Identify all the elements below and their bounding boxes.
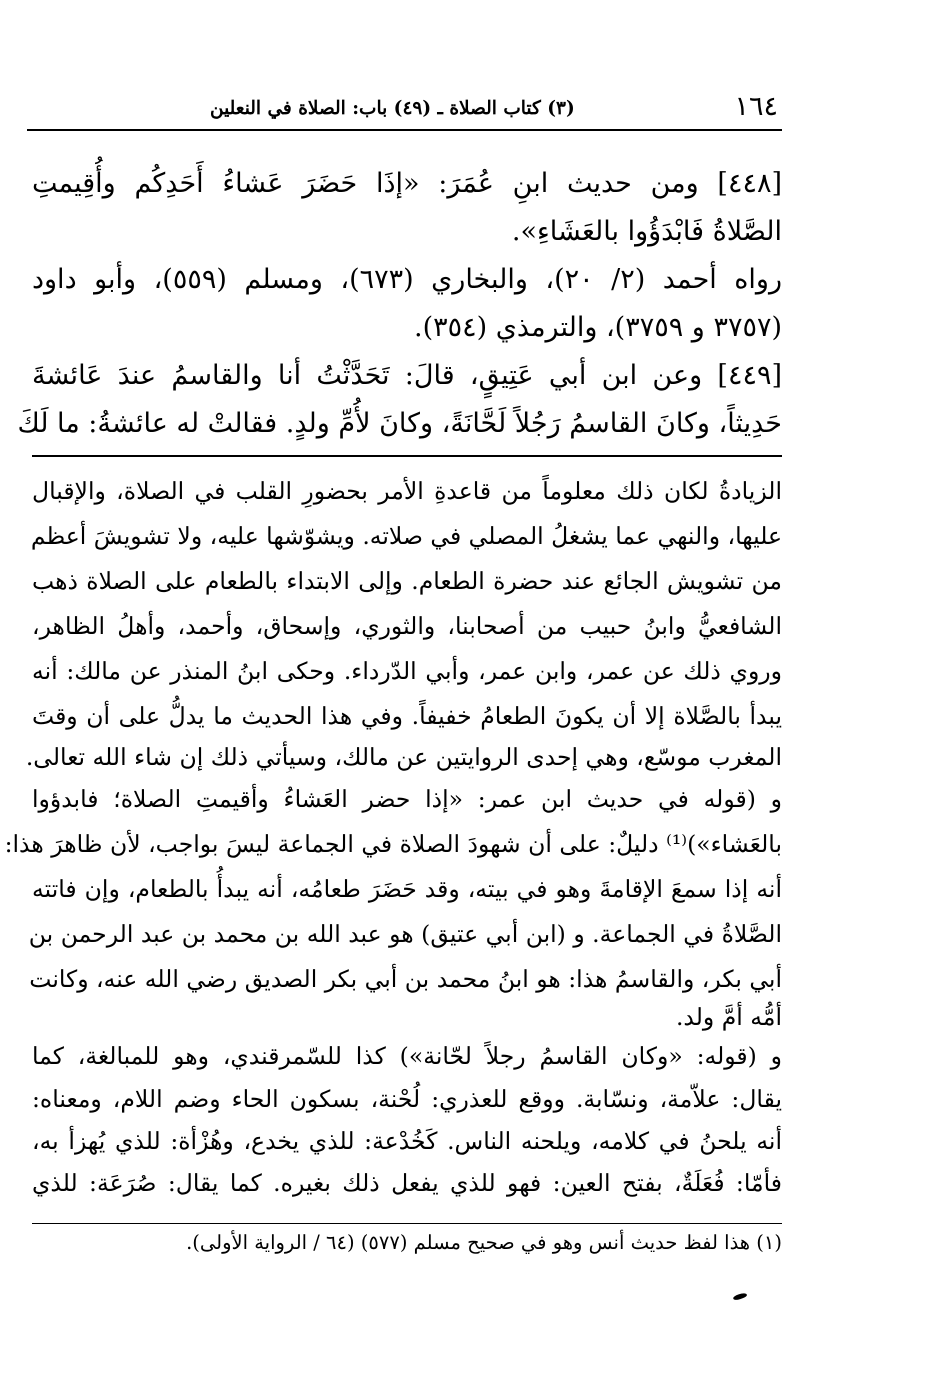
commentary-line: الصَّلاةُ في الجماعة. و (ابن أبي عتيق) هو عبد الله بن محمد بن عبد الرحمن بن: [28, 920, 782, 948]
hadith-line: رواه أحمد (٢/ ٢٠)، والبخاري (٦٧٣)، ومسلم (٥٥٩)، وأبو داود: [32, 264, 782, 295]
footnote-rule: [32, 1223, 782, 1224]
page-number: ١٦٤: [734, 91, 778, 122]
commentary-line: و (قوله في حديث ابن عمر: «إذا حضر العَشاءُ وأقيمتِ الصلاة؛ فابدؤوا: [32, 785, 782, 813]
commentary-line: فأمّا: فُعَلَةٌ، بفتح العين: فهو للذي يفعل ذلك بغيره. كما يقال: صُرَعَة: للذي: [32, 1169, 782, 1197]
commentary-line: أبي بكر، والقاسمُ هذا: هو ابنُ محمد بن أبي بكر الصديق رضي الله عنه، وكانت: [29, 965, 782, 993]
commentary-line: الشافعيُّ وابنُ حبيب من أصحابنا، والثوري، وإسحاق، وأحمد، وأهلُ الظاهر،: [32, 612, 782, 640]
commentary-line: يبدأ بالصَّلاة إلا أن يكونَ الطعامُ خفيفاً. وفي هذا الحديث ما يدلُّ على أن وقتَ: [32, 702, 782, 730]
commentary-line: من تشويش الجائع عند حضرة الطعام. وإلى الابتداء بالطعام على الصلاة ذهب: [32, 567, 782, 595]
commentary-line: و (قوله: «وكان القاسمُ رجلاً لحّانة») كذا للسّمرقندي، وهو للمبالغة، كما: [32, 1042, 782, 1070]
hadith-line: (٣٧٥٧ و ٣٧٥٩)، والترمذي (٣٥٤).: [414, 312, 782, 343]
hadith-line: الصَّلاةُ فَابْدَؤُوا بالعَشَاءِ».: [511, 216, 782, 247]
commentary-line: بالعَشاء»)⁽¹⁾ دليلٌ: على أن شهودَ الصلاة في الجماعة ليسَ بواجب، لأن ظاهرَ هذا:: [4, 830, 782, 858]
commentary-line: أنه يلحنُ في كلامه، ويلحنه الناس. كَخُدْعة: للذي يخدع، وهُزْأة: للذي يُهزأ به،: [32, 1127, 782, 1155]
commentary-line: يقال: علاّمة، ونسّابة. ووقع للعذري: لُحْنة، بسكون الحاء وضم اللام، ومعناه:: [32, 1085, 782, 1113]
footnote: (١) هذا لفظ حديث أنس وهو في صحيح مسلم (٥٧٧) (٦٤ / الرواية الأولى).: [186, 1231, 782, 1254]
commentary-line: وروي ذلك عن عمر، وابن عمر، وأبي الدّرداء. وحكى ابنُ المنذر عن مالك: أنه: [32, 657, 782, 685]
running-head: (٣) كتاب الصلاة ـ (٤٩) باب: الصلاة في النعلين: [210, 98, 575, 119]
header-rule: [27, 129, 782, 131]
commentary-line: أمُّه أمَّ ولد.: [675, 1003, 782, 1031]
ink-smudge: [733, 1292, 748, 1301]
commentary-line: عليها، والنهي عما يشغلُ المصلي في صلاته. ويشوّشها عليه، ولا تشويشَ أعظم: [30, 522, 782, 550]
commentary-line: المغرب موسّع، وهي إحدى الروايتين عن مالك، وسيأتي ذلك إن شاء الله تعالى.: [25, 743, 782, 771]
body-separator-rule: [32, 455, 782, 457]
hadith-line: [٤٤٩] وعن ابن أبي عَتِيقٍ، قالَ: تَحَدَّثْتُ أنا والقاسمُ عندَ عَائشةَ: [32, 360, 782, 391]
commentary-line: أنه إذا سمعَ الإقامةَ وهو في بيته، وقد حَضَرَ طعامُه، أنه يبدأُ بالطعام، وإن فاتته: [32, 875, 782, 903]
hadith-line: [٤٤٨] ومن حديث ابنِ عُمَرَ: «إذَا حَضَرَ عَشاءُ أَحَدِكُم وأُقِيمتِ: [32, 168, 782, 199]
commentary-line: الزيادةُ لكان ذلك معلوماً من قاعدةِ الأمر بحضورِ القلب في الصلاة، والإقبال: [32, 477, 782, 505]
hadith-line: حَدِيثاً، وكانَ القاسمُ رَجُلاً لَحَّانَةً، وكانَ لأُمِّ ولدٍ. فقالتْ له عائشةُ: ما لَكَ: [17, 408, 782, 439]
